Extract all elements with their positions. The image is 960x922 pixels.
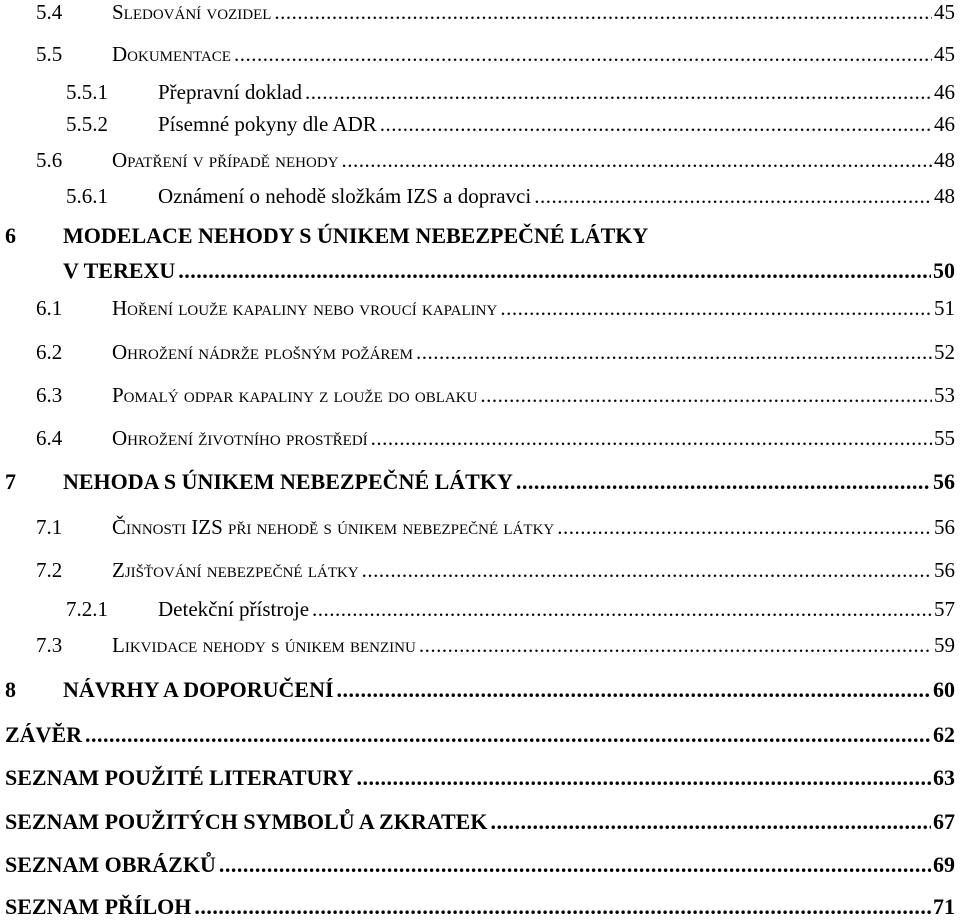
toc-entry[interactable] xyxy=(0,383,955,408)
section-title: Činnosti IZS při nehodě s únikem nebezpečné látky xyxy=(112,515,555,539)
section-title: Likvidace nehody s únikem benzinu xyxy=(112,633,416,657)
page-number: 71 xyxy=(933,894,955,919)
page-number: 56 xyxy=(934,558,955,582)
dot-leader xyxy=(371,426,932,451)
section-title: Ohrožení životního prostředí xyxy=(112,426,368,450)
section-number: 5.5 xyxy=(36,42,63,66)
section-number: 6.1 xyxy=(36,296,63,320)
toc-entry[interactable] xyxy=(0,597,955,622)
page-number: 45 xyxy=(934,0,955,24)
dot-leader xyxy=(490,809,931,835)
section-number: 5.6.1 xyxy=(66,184,108,208)
toc-entry[interactable] xyxy=(0,296,955,321)
section-number: 6.3 xyxy=(36,383,63,407)
page-number: 69 xyxy=(933,852,955,877)
section-number: 8 xyxy=(5,677,16,702)
toc-entry[interactable] xyxy=(0,340,955,365)
toc-entry[interactable] xyxy=(0,469,955,495)
toc-entry-heading-line[interactable] xyxy=(0,223,648,249)
page-number: 46 xyxy=(934,112,955,136)
section-number: 6 xyxy=(5,223,16,248)
section-title: Přepravní doklad xyxy=(158,80,303,104)
section-number: 5.6 xyxy=(36,148,63,172)
dot-leader xyxy=(85,722,931,748)
page-number: 63 xyxy=(933,765,955,790)
page-number: 51 xyxy=(934,296,955,320)
toc-entry[interactable] xyxy=(0,558,955,583)
dot-leader xyxy=(480,383,932,408)
page-number: 53 xyxy=(934,383,955,407)
toc-entry[interactable] xyxy=(0,0,955,25)
dot-leader xyxy=(557,515,932,540)
dot-leader xyxy=(178,258,931,284)
toc-entry[interactable] xyxy=(0,894,955,920)
section-title: SEZNAM POUŽITÝCH SYMBOLŮ A ZKRATEK xyxy=(5,809,488,834)
toc-entry[interactable] xyxy=(0,722,955,748)
page-number: 56 xyxy=(933,469,955,494)
section-number: 7 xyxy=(5,469,16,494)
section-number: 6.2 xyxy=(36,340,63,364)
page-number: 60 xyxy=(933,677,955,702)
section-number: 7.1 xyxy=(36,515,63,539)
dot-leader xyxy=(342,148,932,173)
section-title: NEHODA S ÚNIKEM NEBEZPEČNÉ LÁTKY xyxy=(63,469,513,494)
dot-leader xyxy=(194,894,931,920)
section-title: Zjišťování nebezpečné látky xyxy=(112,558,359,582)
dot-leader xyxy=(534,184,932,209)
section-title: Dokumentace xyxy=(112,42,231,66)
section-number: 7.2 xyxy=(36,558,63,582)
toc-entry[interactable] xyxy=(0,852,955,878)
section-number: 6.4 xyxy=(36,426,63,450)
toc-entry[interactable] xyxy=(0,765,955,791)
section-title: SEZNAM POUŽITÉ LITERATURY xyxy=(5,765,354,790)
page-number: 57 xyxy=(934,597,955,621)
dot-leader xyxy=(419,633,932,658)
page-number: 50 xyxy=(933,258,955,283)
section-title: SEZNAM OBRÁZKŮ xyxy=(5,852,216,877)
section-title: Oznámení o nehodě složkám IZS a dopravci xyxy=(158,184,532,208)
page-number: 59 xyxy=(934,633,955,657)
toc-entry[interactable] xyxy=(0,184,955,209)
toc-entry[interactable] xyxy=(0,258,955,284)
dot-leader xyxy=(337,677,931,703)
section-title: Písemné pokyny dle ADR xyxy=(158,112,377,136)
section-title: Pomalý odpar kapaliny z louže do oblaku xyxy=(112,383,478,407)
section-title: Hoření louže kapaliny nebo vroucí kapaliny xyxy=(112,296,498,320)
section-number: 7.2.1 xyxy=(66,597,108,621)
toc-entry[interactable] xyxy=(0,809,955,835)
section-number: 7.3 xyxy=(36,633,63,657)
toc-entry[interactable] xyxy=(0,633,955,658)
page-number: 62 xyxy=(933,722,955,747)
section-title: Ohrožení nádrže plošným požárem xyxy=(112,340,413,364)
dot-leader xyxy=(234,42,932,67)
page-number: 48 xyxy=(934,184,955,208)
page-number: 45 xyxy=(934,42,955,66)
section-title: Sledování vozidel xyxy=(112,0,272,24)
dot-leader xyxy=(356,765,931,791)
section-title: V TEREXU xyxy=(63,258,176,283)
page-number: 55 xyxy=(934,426,955,450)
dot-leader xyxy=(312,597,932,622)
toc-entry[interactable] xyxy=(0,677,955,703)
page-number: 56 xyxy=(934,515,955,539)
dot-leader xyxy=(362,558,932,583)
dot-leader xyxy=(380,112,932,137)
section-number: 5.4 xyxy=(36,0,63,24)
page-number: 67 xyxy=(933,809,955,834)
dot-leader xyxy=(500,296,932,321)
section-number: 5.5.1 xyxy=(66,80,108,104)
section-number: 5.5.2 xyxy=(66,112,108,136)
dot-leader xyxy=(516,469,931,495)
section-title: Detekční přístroje xyxy=(158,597,310,621)
dot-leader xyxy=(305,80,932,105)
dot-leader xyxy=(219,852,931,878)
dot-leader xyxy=(416,340,932,365)
toc-entry[interactable] xyxy=(0,80,955,105)
section-title: ZÁVĚR xyxy=(5,722,83,747)
toc-entry[interactable] xyxy=(0,112,955,137)
section-title: Opatření v případě nehody xyxy=(112,148,339,172)
toc-entry[interactable] xyxy=(0,42,955,67)
page-number: 48 xyxy=(934,148,955,172)
section-title: NÁVRHY A DOPORUČENÍ xyxy=(63,677,334,702)
toc-entry[interactable] xyxy=(0,515,955,540)
section-title-line1: MODELACE NEHODY S ÚNIKEM NEBEZPEČNÉ LÁTKY xyxy=(63,223,649,248)
toc-entry[interactable] xyxy=(0,148,955,173)
page-number: 52 xyxy=(934,340,955,364)
page-number: 46 xyxy=(934,80,955,104)
section-title: SEZNAM PŘÍLOH xyxy=(5,894,192,919)
toc-entry[interactable] xyxy=(0,426,955,451)
dot-leader xyxy=(274,0,932,25)
